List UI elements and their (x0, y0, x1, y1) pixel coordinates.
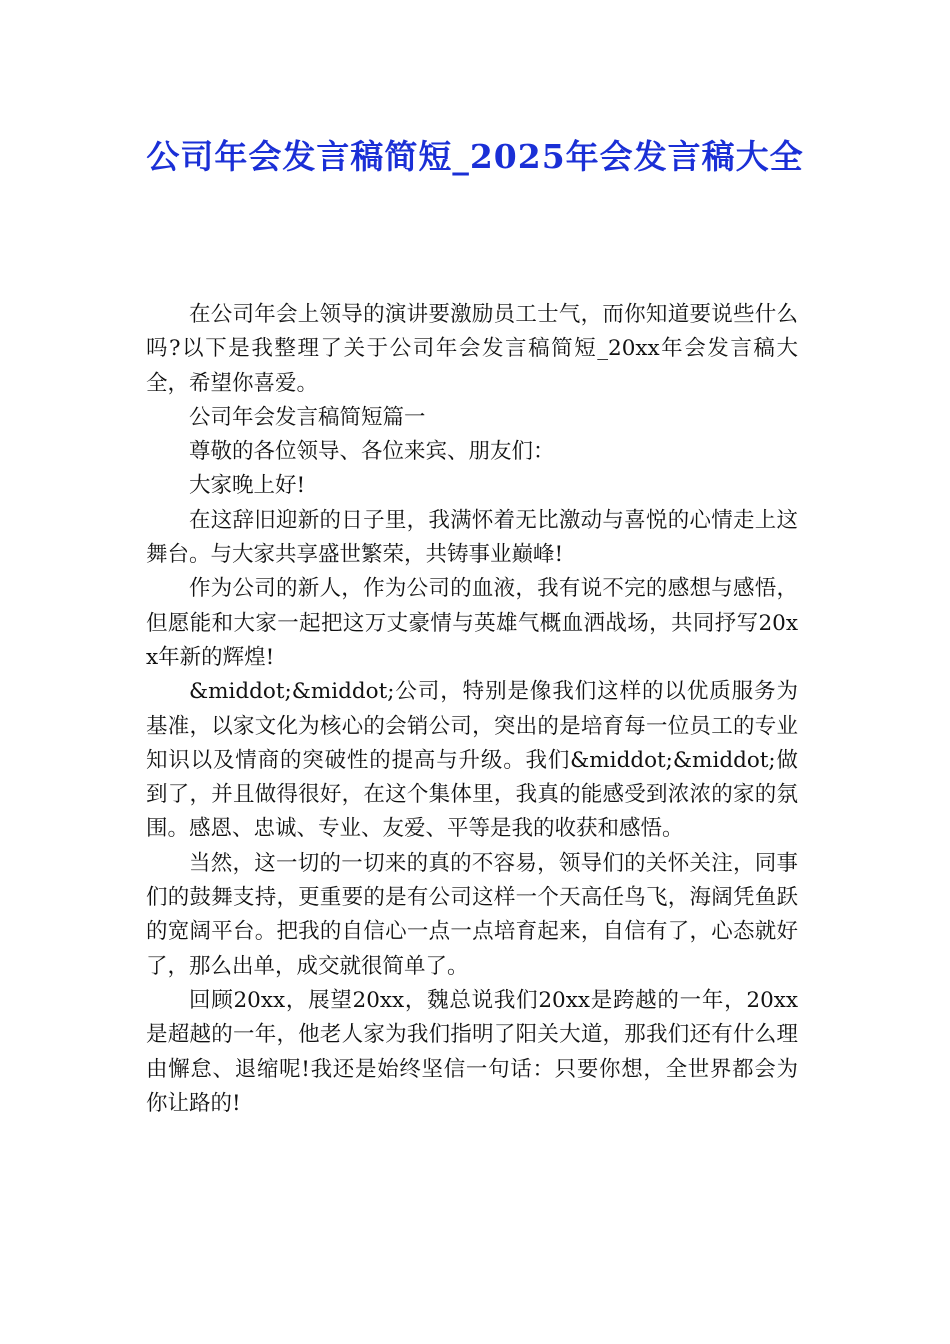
paragraph-body-1: 在这辞旧迎新的日子里，我满怀着无比激动与喜悦的心情走上这舞台。与大家共享盛世繁荣，共铸事业巅峰! (146, 507, 798, 568)
paragraph-body-3: &middot;&middot;公司，特别是像我们这样的以优质服务为基准，以家文化为核心的会销公司，突出的是培育每一位员工的专业知识以及情商的突破性的提高与升级。我们&middot;&middot;做到了，并且做得很好，在这个集体里，我真的能感受到浓浓的家的氛围。感恩、忠诚、专业、友爱、平等是我的收获和感悟。 (146, 679, 798, 842)
paragraph-intro: 在公司年会上领导的演讲要激励员工士气，而你知道要说些什么吗?以下是我整理了关于公司年会发言稿简短_20xx年会发言稿大全，希望你喜爱。 (146, 302, 798, 396)
document-body (146, 298, 798, 1121)
paragraph-salutation: 尊敬的各位领导、各位来宾、朋友们： (189, 439, 555, 465)
paragraph-greeting: 大家晚上好! (189, 473, 306, 499)
paragraph-section-heading: 公司年会发言稿简短篇一 (189, 404, 426, 430)
paragraph-body-2: 作为公司的新人，作为公司的血液，我有说不完的感想与感悟，但愿能和大家一起把这万丈豪情与英雄气概血洒战场，共同抒写20xx年新的辉煌! (146, 576, 798, 670)
document-title: 公司年会发言稿简短_2025年会发言稿大全 (146, 137, 804, 176)
paragraph-body-5: 回顾20xx，展望20xx，魏总说我们20xx是跨越的一年，20xx是超越的一年，他老人家为我们指明了阳关大道，那我们还有什么理由懈怠、退缩呢!我还是始终坚信一句话：只要你想，全世界都会为你让路的! (146, 987, 798, 1116)
paragraph-body-4: 当然，这一切的一切来的真的不容易，领导们的关怀关注，同事们的鼓舞支持，更重要的是有公司这样一个天高任鸟飞，海阔凭鱼跃的宽阔平台。把我的自信心一点一点培育起来，自信有了，心态就好了，那么出单，成交就很简单了。 (146, 850, 798, 979)
